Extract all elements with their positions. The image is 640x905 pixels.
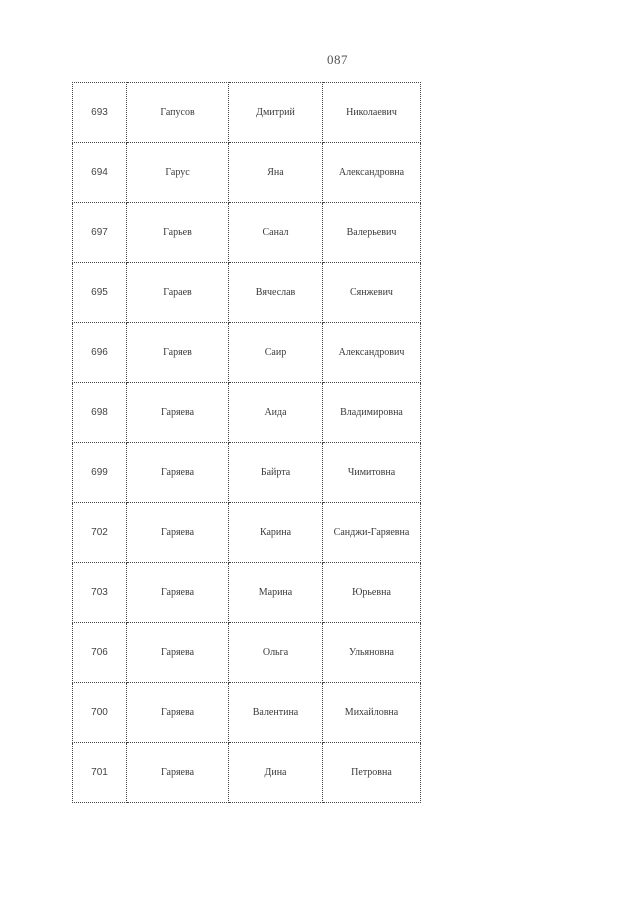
first-name-cell: Яна [229,143,323,203]
surname-cell: Гарус [127,143,229,203]
row-number-cell: 693 [73,83,127,143]
table-row [73,623,421,683]
surname-cell: Гаряева [127,743,229,803]
row-number-cell: 695 [73,263,127,323]
patronymic-cell: Николаевич [323,83,421,143]
page-number: 087 [327,52,348,67]
surname-cell: Гарьев [127,203,229,263]
patronymic-cell: Александрович [323,323,421,383]
table-row [73,443,421,503]
first-name-cell: Ольга [229,623,323,683]
first-name-cell: Дмитрий [229,83,323,143]
table-row [73,263,421,323]
surname-cell: Гаряева [127,623,229,683]
first-name-cell: Валентина [229,683,323,743]
table-row [73,683,421,743]
row-number-cell: 703 [73,563,127,623]
table-row [73,383,421,443]
first-name-cell: Марина [229,563,323,623]
first-name-cell: Вячеслав [229,263,323,323]
row-number-cell: 694 [73,143,127,203]
surname-cell: Гаряев [127,323,229,383]
table-row [73,503,421,563]
patronymic-cell: Михайловна [323,683,421,743]
table-row [73,323,421,383]
first-name-cell: Аида [229,383,323,443]
row-number-cell: 702 [73,503,127,563]
patronymic-cell: Петровна [323,743,421,803]
surname-cell: Гаряева [127,503,229,563]
surname-cell: Гаряева [127,383,229,443]
patronymic-cell: Юрьевна [323,563,421,623]
first-name-cell: Санал [229,203,323,263]
first-name-cell: Дина [229,743,323,803]
table-row [73,203,421,263]
first-name-cell: Карина [229,503,323,563]
patronymic-cell: Сянжевич [323,263,421,323]
table-row [73,563,421,623]
patronymic-cell: Валерьевич [323,203,421,263]
first-name-cell: Байрта [229,443,323,503]
patronymic-cell: Владимировна [323,383,421,443]
row-number-cell: 698 [73,383,127,443]
registry-table [72,82,421,803]
surname-cell: Гаряева [127,563,229,623]
surname-cell: Гаряева [127,443,229,503]
first-name-cell: Саир [229,323,323,383]
row-number-cell: 701 [73,743,127,803]
row-number-cell: 700 [73,683,127,743]
patronymic-cell: Александровна [323,143,421,203]
registry-table-body [73,83,421,803]
surname-cell: Гапусов [127,83,229,143]
patronymic-cell: Санджи-Гаряевна [323,503,421,563]
row-number-cell: 706 [73,623,127,683]
surname-cell: Гараев [127,263,229,323]
table-row [73,743,421,803]
surname-cell: Гаряева [127,683,229,743]
table-row [73,143,421,203]
table-row [73,83,421,143]
row-number-cell: 697 [73,203,127,263]
patronymic-cell: Чимитовна [323,443,421,503]
row-number-cell: 699 [73,443,127,503]
row-number-cell: 696 [73,323,127,383]
patronymic-cell: Ульяновна [323,623,421,683]
